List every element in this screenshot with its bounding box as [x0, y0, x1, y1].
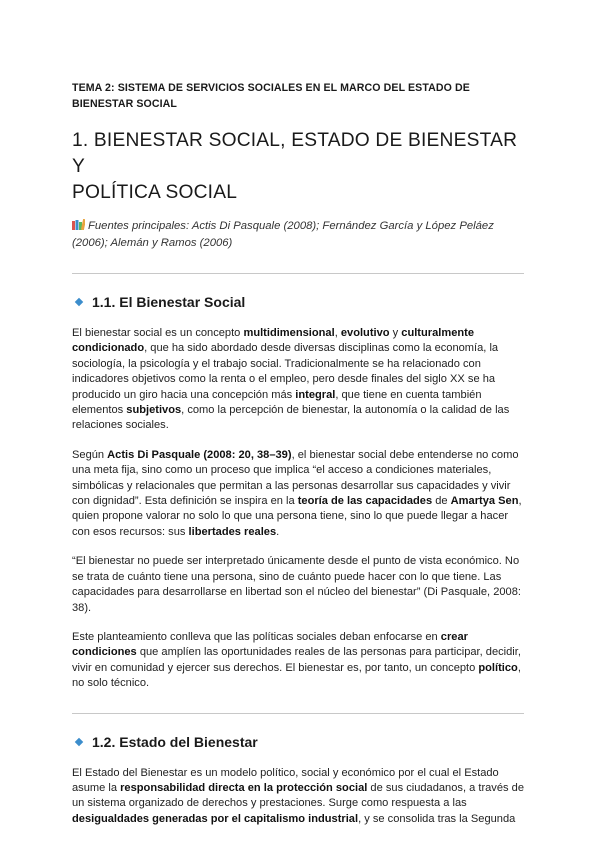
- document-page: [72, 80, 528, 827]
- title-line-2: POLÍTICA SOCIAL: [72, 182, 238, 203]
- sources-note: [72, 218, 528, 252]
- tema-line-2: BIENESTAR SOCIAL: [72, 98, 177, 110]
- books-icon: [72, 219, 85, 230]
- paragraph: Según Actis Di Pasquale (2008: 20, 38–39), el bienestar social debe entenderse no como una meta fija, sino como un proceso que implica “el acceso a condiciones materiales, simbólicas y relacionales que permitan a las personas desarrollar sus capacidades y vivir con dignidad”. Esta definición se inspira en la teoría de las capacidades de Amartya Sen, quien propone valorar no solo lo que una persona tiene, sino lo que puede llegar a hacer con esos recursos: sus libertades reales.: [72, 448, 522, 538]
- diamond-bullet-icon: [75, 737, 83, 745]
- section-heading-text: 1.2. Estado del Bienestar: [92, 733, 258, 750]
- sources-text: Fuentes principales: Actis Di Pasquale (2008); Fernández García y López Peláez (2006); Alemán y Ramos (2006): [72, 220, 494, 249]
- tema-heading: [72, 80, 528, 112]
- quote-paragraph: “El bienestar no puede ser interpretado únicamente desde el punto de vista económico. No se trata de cuánto tiene una persona, sino de cuánto puede hacer con lo que tiene. Las capacidades para desarrollarse en libertad son el núcleo del bienestar” (Di Pasquale, 2008: 38).: [72, 555, 521, 614]
- divider: [72, 713, 524, 714]
- diamond-bullet-icon: [75, 298, 83, 306]
- title-line-1: 1. BIENESTAR SOCIAL, ESTADO DE BIENESTAR Y: [72, 130, 518, 177]
- paragraph: Este planteamiento conlleva que las políticas sociales deban enfocarse en crear condiciones que amplíen las oportunidades reales de las personas para participar, decidir, vivir en comunidad y ejercer sus derechos. El bienestar es, por tanto, un concepto político, no solo técnico.: [72, 630, 521, 690]
- section-heading-text: 1.1. El Bienestar Social: [92, 294, 246, 310]
- divider: [72, 273, 524, 274]
- section-heading-bienestar-social: [72, 292, 528, 312]
- section-heading-estado-bienestar: [72, 732, 528, 752]
- tema-line-1: TEMA 2: SISTEMA DE SERVICIOS SOCIALES EN EL MARCO DEL ESTADO DE: [72, 82, 470, 94]
- paragraph: El bienestar social es un concepto multidimensional, evolutivo y culturalmente condicionado, que ha sido abordado desde diversas disciplinas como la economía, la sociología, la psicología y el trabajo social. Tradicionalmente se ha relacionado con indicadores objetivos como la renta o el empleo, pero desde finales del siglo XX se ha producido un giro hacia una concepción más integral, que tiene en cuenta también elementos subjetivos, como la percepción de bienestar, la autonomía o la calidad de las relaciones sociales.: [72, 327, 510, 432]
- page-title: [72, 128, 528, 206]
- paragraph: El Estado del Bienestar es un modelo político, social y económico por el cual el Estado asume la responsabilidad directa en la protección social de sus ciudadanos, a través de un sistema organizado de derechos y prestaciones. Surge como respuesta a las desigualdades generadas por el capitalismo industrial, y se consolida tras la Segunda: [72, 766, 524, 825]
